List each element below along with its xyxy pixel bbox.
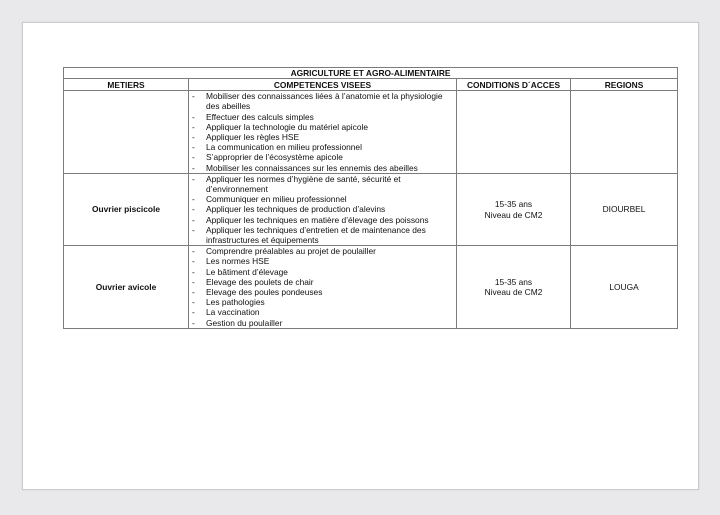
condition-niveau: Niveau de CM2: [484, 287, 543, 298]
table-title: AGRICULTURE ET AGRO-ALIMENTAIRE: [64, 68, 678, 79]
list-item: - Elevage des poules pondeuses: [189, 287, 454, 297]
competences-list: [189, 91, 456, 173]
list-item: - Comprendre préalables au projet de poulailler: [189, 246, 454, 256]
list-item: - Mobiliser des connaissances liées à l’anatomie et la physiologie des abeilles: [189, 91, 454, 111]
header-regions: REGIONS: [571, 79, 678, 91]
document-page: [22, 22, 699, 490]
list-item: - La vaccination: [189, 307, 454, 317]
list-item: - Les normes HSE: [189, 256, 454, 266]
list-item: - Appliquer les techniques de production d’alevins: [189, 204, 454, 214]
metier-cell: Ouvrier avicole: [64, 246, 189, 329]
conditions-cell: [457, 173, 571, 245]
list-item: - Appliquer les règles HSE: [189, 132, 454, 142]
metier-cell: [64, 91, 189, 174]
list-item: - Gestion du poulailler: [189, 318, 454, 328]
condition-age: 15-35 ans: [494, 199, 533, 210]
conditions-cell: [457, 246, 571, 329]
table-row: [64, 246, 678, 329]
list-item: - Effectuer des calculs simples: [189, 112, 454, 122]
competences-list: [189, 174, 456, 245]
region-cell: DIOURBEL: [571, 173, 678, 245]
list-item: - Elevage des poulets de chair: [189, 277, 454, 287]
list-item: - Mobiliser les connaissances sur les ennemis des abeilles: [189, 163, 454, 173]
competences-list: [189, 246, 456, 328]
list-item: - Communiquer en milieu professionnel: [189, 194, 454, 204]
list-item: - La communication en milieu professionnel: [189, 142, 454, 152]
careers-table: [63, 67, 678, 329]
condition-age: 15-35 ans: [494, 276, 533, 287]
metier-cell: Ouvrier piscicole: [64, 173, 189, 245]
list-item: - Appliquer les techniques d’entretien et de maintenance des infrastructures et équipements: [189, 225, 454, 245]
competences-cell: [189, 91, 457, 174]
list-item: - Appliquer la technologie du matériel apicole: [189, 122, 454, 132]
region-cell: [571, 91, 678, 174]
conditions-cell: [457, 91, 571, 174]
condition-niveau: Niveau de CM2: [484, 209, 543, 220]
list-item: - Appliquer les normes d’hygiène de santé, sécurité et d’environnement: [189, 174, 454, 194]
header-conditions: CONDITIONS D´ACCES: [457, 79, 571, 91]
table-row: [64, 173, 678, 245]
list-item: - S’approprier de l’écosystème apicole: [189, 152, 454, 162]
list-item: - Appliquer les techniques en matière d’élevage des poissons: [189, 215, 454, 225]
competences-cell: [189, 173, 457, 245]
header-competences: COMPETENCES VISEES: [189, 79, 457, 91]
header-metiers: METIERS: [64, 79, 189, 91]
list-item: - Les pathologies: [189, 297, 454, 307]
list-item: - Le bâtiment d’élevage: [189, 267, 454, 277]
table-row: [64, 91, 678, 174]
region-cell: LOUGA: [571, 246, 678, 329]
competences-cell: [189, 246, 457, 329]
